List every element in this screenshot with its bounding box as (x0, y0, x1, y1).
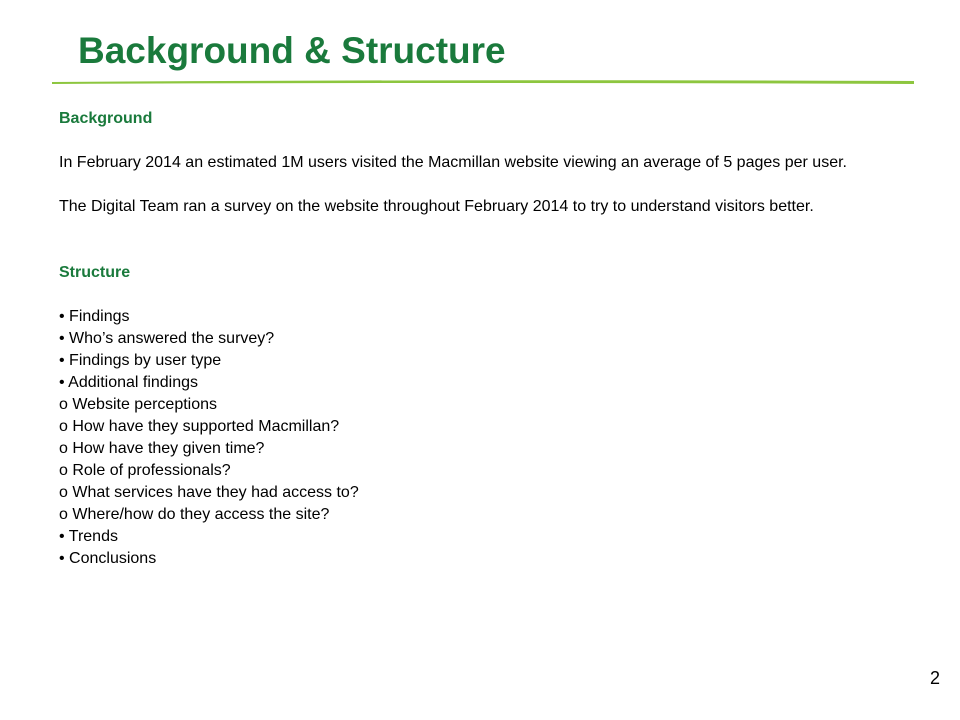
list-item-access-site: o Where/how do they access the site? (59, 506, 330, 523)
list-item-trends: • Trends (59, 528, 118, 545)
title-underline (52, 78, 914, 86)
background-heading: Background (59, 110, 153, 127)
background-paragraph-2: The Digital Team ran a survey on the website throughout February 2014 to try to understand visitors better. (59, 198, 814, 215)
list-item-conclusions: • Conclusions (59, 550, 157, 567)
page-number: 2 (929, 668, 940, 688)
list-item-whos-answered: • Who’s answered the survey? (59, 330, 275, 347)
list-item-given-time: o How have they given time? (59, 440, 265, 457)
list-item-website-perceptions: o Website perceptions (59, 396, 218, 413)
list-item-role-of-professionals: o Role of professionals? (59, 462, 231, 479)
list-item-findings: • Findings (59, 308, 130, 325)
background-paragraph-1: In February 2014 an estimated 1M users visited the Macmillan website viewing an average of 5 pages per user. (59, 154, 847, 171)
list-item-services-access: o What services have they had access to? (59, 484, 359, 501)
structure-list (59, 306, 899, 570)
list-item-supported-macmillan: o How have they supported Macmillan? (59, 418, 340, 435)
list-item-additional-findings: • Additional findings (59, 374, 199, 391)
slide-content (59, 108, 899, 570)
structure-heading: Structure (59, 264, 131, 281)
list-item-findings-by-user-type: • Findings by user type (59, 352, 222, 369)
slide-title: Background & Structure (78, 30, 506, 71)
